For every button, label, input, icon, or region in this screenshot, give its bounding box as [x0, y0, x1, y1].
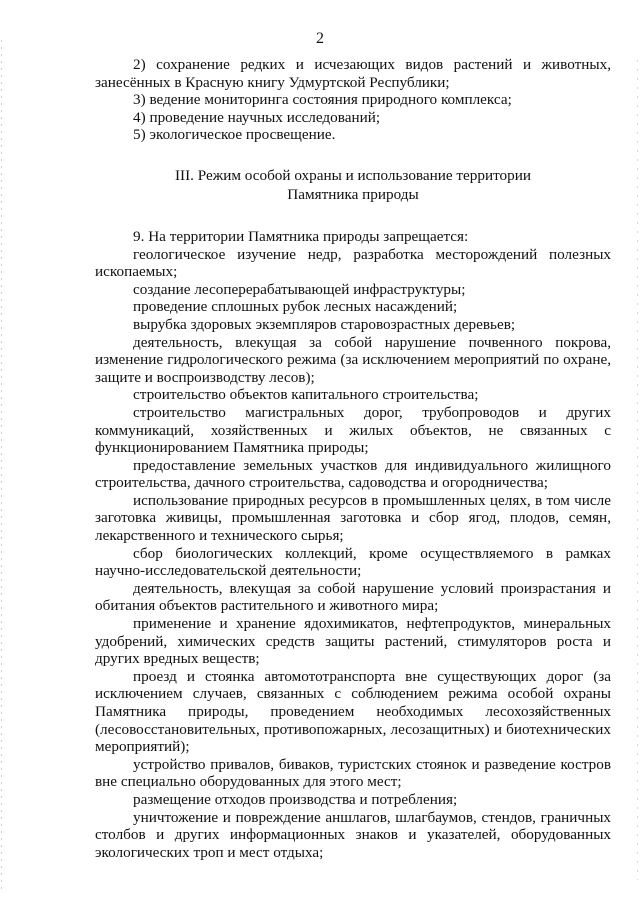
prohibition-item: деятельность, влекущая за собой нарушение почвенного покрова, изменение гидрологического режима (за исключением мероприятий по охране, защите и воспроизводству лесов); [95, 333, 611, 386]
page-number: 2 [316, 30, 324, 47]
prohibition-item: предоставление земельных участков для индивидуального жилищного строительства, дачного строительства, садоводства и огородничества; [95, 456, 611, 492]
prohibition-item: сбор биологических коллекций, кроме осуществляемого в рамках научно-исследовательской деятельности; [95, 544, 611, 580]
list-item-5: 5) экологическое просвещение. [133, 126, 336, 144]
clause-9-intro: 9. На территории Памятника природы запрещается: [133, 227, 469, 245]
prohibition-item: использование природных ресурсов в промышленных целях, в том числе заготовка живицы, промышленная заготовка и сбор ягод, плодов, семян, лекарственного и технического сырья; [95, 491, 611, 545]
prohibition-item: уничтожение и повреждение аншлагов, шлагбаумов, стендов, граничных столбов и других информационных знаков и указателей, оборудованных экологических троп и мест отдыха; [95, 808, 611, 861]
section-heading-line-2: Памятника природы [287, 185, 419, 203]
scan-edge-right [637, 60, 638, 880]
document-body [95, 56, 611, 861]
prohibition-item: устройство привалов, биваков, туристских стоянок и разведение костров вне специально оборудованных для этого мест; [95, 755, 611, 791]
prohibition-item: деятельность, влекущая за собой нарушение условий произрастания и обитания объектов растительного и животного мира; [95, 579, 611, 615]
prohibition-item: проезд и стоянка автомототранспорта вне существующих дорог (за исключением случаев, связанных с соблюдением режима особой охраны Памятника природы, проведением необходимых лесохозяйственных (лесовосстановительных, противопожарных, лесозащитных) и биотехнических мероприятий); [95, 667, 611, 756]
list-item-3: 3) ведение мониторинга состояния природного комплекса; [133, 91, 512, 109]
section-heading-line-1: III. Режим особой охраны и использование территории [174, 166, 531, 184]
list-item-2: 2) сохранение редких и исчезающих видов растений и животных, занесённых в Красную книгу Удмуртской Республики; [95, 56, 611, 91]
section-heading [95, 166, 611, 204]
prohibition-item: геологическое изучение недр, разработка месторождений полезных ископаемых; [95, 245, 611, 281]
prohibition-item: размещение отходов производства и потребления; [133, 790, 458, 808]
prohibition-item: строительство объектов капитального строительства; [133, 386, 479, 404]
prohibition-item: вырубка здоровых экземпляров старовозрастных деревьев; [133, 315, 516, 333]
prohibition-item: проведение сплошных рубок лесных насаждений; [133, 298, 458, 316]
prohibition-item: создание лесоперерабатывающей инфраструктуры; [133, 280, 466, 298]
scan-edge-left [1, 40, 2, 890]
prohibition-item: строительство магистральных дорог, трубопроводов и других коммуникаций, хозяйственных и жилых объектов, не связанных с функционированием Памятника природы; [95, 403, 611, 457]
list-item-4: 4) проведение научных исследований; [133, 108, 381, 126]
prohibition-item: применение и хранение ядохимикатов, нефтепродуктов, минеральных удобрений, химических средств защиты растений, стимуляторов роста и других вредных веществ; [95, 615, 611, 668]
